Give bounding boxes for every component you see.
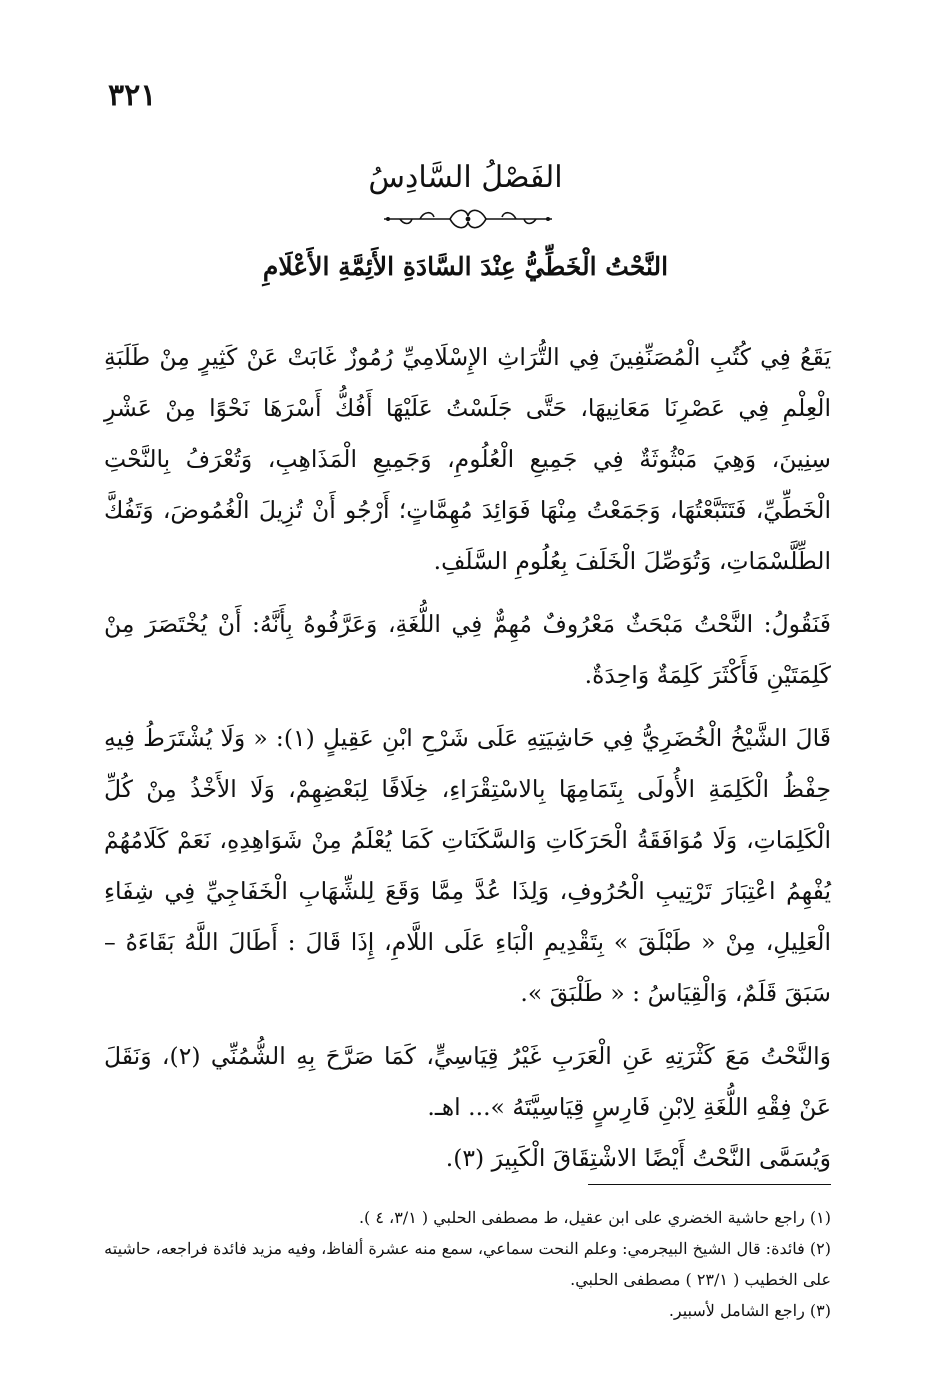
- section-heading: النَّحْتُ الْخَطِّيُّ عِنْدَ السَّادَةِ الأَئِمَّةِ الأَعْلَامِ: [262, 252, 669, 281]
- footnote: (٣) راجع الشامل لأسبير.: [668, 1301, 831, 1320]
- footnote-divider: [588, 1184, 831, 1185]
- paragraph: فَنَقُولُ: النَّحْتُ مَبْحَثٌ مَعْرُوفٌ مُهِمٌّ فِي اللُّغَةِ، وَعَرَّفُوهُ بِأَنَّهُ: أَنْ يُخْتَصَرَ مِنْ كَلِمَتَيْنِ فَأَكْثَرَ كَلِمَةٌ وَاحِدَةٌ.: [104, 610, 831, 689]
- page-number: ٣٢١: [108, 78, 157, 113]
- paragraph: يَقَعُ فِي كُتُبِ الْمُصَنِّفِينَ فِي التُّرَاثِ الإِسْلَامِيِّ رُمُوزٌ غَابَتْ عَنْ كَثِيرٍ مِنْ طَلَبَةِ الْعِلْمِ فِي عَصْرِنَا مَعَانِيهَا، حَتَّى جَلَسْتُ عَلَيْهَا أَفُكُّ أَسْرَهَا نَحْوًا مِنْ عَشْرِ سِنِينَ، وَهِيَ مَبْثُوثَةٌ فِي جَمِيعِ الْعُلُومِ، وَجَمِيعِ الْمَذَاهِبِ، وَتُعْرَفُ بِالنَّحْتِ الْخَطِّيِّ، فَتَتَبَّعْتُهَا، وَجَمَعْتُ مِنْهَا فَوَائِدَ مُهِمَّاتٍ؛ أَرْجُو أَنْ تُزِيلَ الْغُمُوضَ، وَتَفُكَّ الطِّلَّسْمَاتِ، وَتُوَصِّلَ الْخَلَفَ بِعُلُومِ السَّلَفِ.: [104, 343, 831, 575]
- footnotes: [104, 1202, 831, 1326]
- body-text: [104, 332, 831, 1184]
- footnote: (٢) فائدة: قال الشيخ البيجرمي: وعلم النحت سماعي، سمع منه عشرة ألفاظ، وفيه مزيد فائدة فراجعه، حاشيته على الخطيب ( ٢٣/١ ) مصطفى الحلبي.: [104, 1239, 831, 1289]
- paragraph: وَالنَّحْتُ مَعَ كَثْرَتِهِ عَنِ الْعَرَبِ غَيْرُ قِيَاسِيٍّ، كَمَا صَرَّحَ بِهِ الشُّمُنِّي (٢)، وَنَقَلَ عَنْ فِقْهِ اللُّغَةِ لِابْنِ فَارِسٍ قِيَاسِيَّتَهُ »... اهـ.: [104, 1042, 832, 1121]
- ornament-divider-icon: [380, 202, 556, 236]
- footnote: (١) راجع حاشية الخضري على ابن عقيل، ط مصطفى الحلبي ( ٣/١، ٤ ).: [358, 1208, 831, 1227]
- paragraph: قَالَ الشَّيْخُ الْخُضَرِيُّ فِي حَاشِيَتِهِ عَلَى شَرْحِ ابْنِ عَقِيلٍ (١): « وَلَا يُشْتَرَطُ فِيهِ حِفْظُ الْكَلِمَةِ الأُولَى بِتَمَامِهَا بِالاسْتِقْرَاءِ، خِلَافًا لِبَعْضِهِمْ، وَلَا الأَخْذُ مِنْ كُلِّ الْكَلِمَاتِ، وَلَا مُوَافَقَةُ الْحَرَكَاتِ وَالسَّكَنَاتِ كَمَا يُعْلَمُ مِنْ شَوَاهِدِهِ، نَعَمْ كَلَامُهُمْ يُفْهِمُ اعْتِبَارَ تَرْتِيبِ الْحُرُوفِ، وَلِذَا عُدَّ مِمَّا وَقَعَ لِلشِّهَابِ الْخَفَاجِيِّ فِي شِفَاءِ الْعَلِيلِ، مِنْ « طَبْلَقَ » بِتَقْدِيمِ الْبَاءِ عَلَى اللَّامِ، إِذَا قَالَ : أَطَالَ اللَّهُ بَقَاءَهُ – سَبَقَ قَلَمٌ، وَالْقِيَاسُ : « طَلْبَقَ ».: [104, 724, 831, 1007]
- paragraph: وَيُسَمَّى النَّحْتُ أَيْضًا الاشْتِقَاقَ الْكَبِيرَ (٣).: [445, 1144, 831, 1172]
- chapter-title: الفَصْلُ السَّادِسُ: [368, 160, 563, 195]
